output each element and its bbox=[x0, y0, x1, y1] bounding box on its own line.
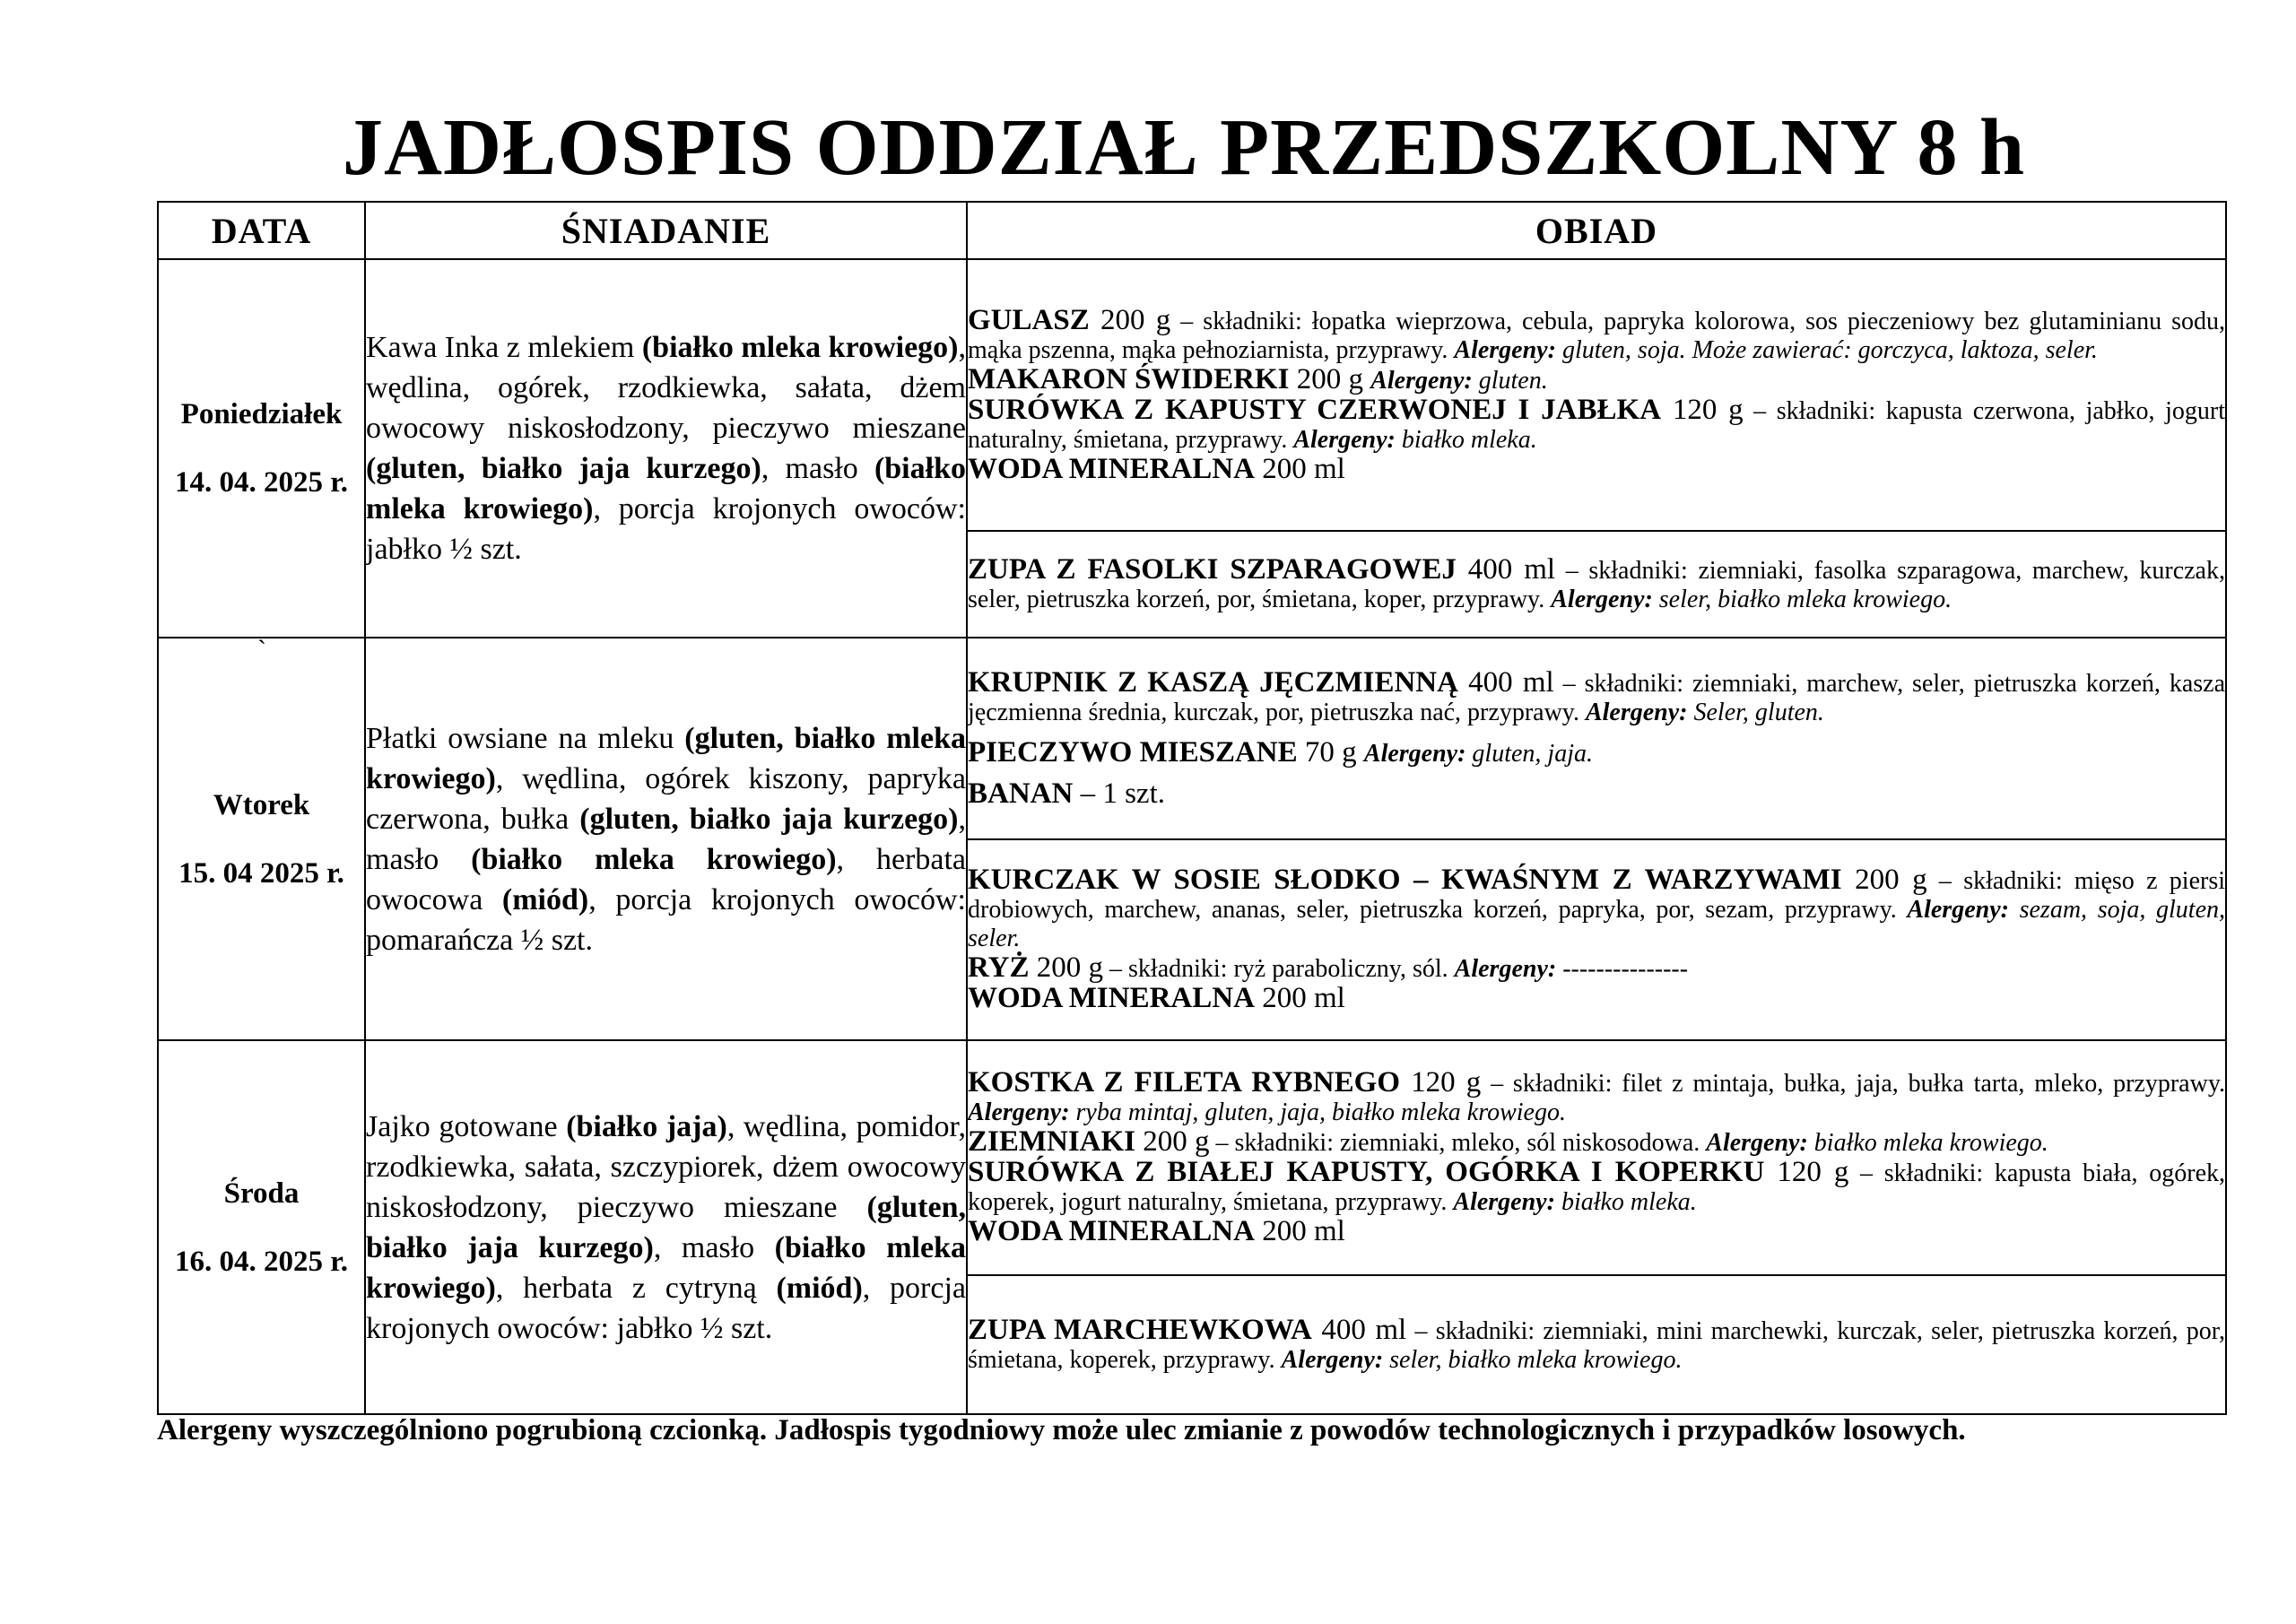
dish-ingredients: – składniki: ziemniaki, marchew, seler, pietruszka korzeń, kasza jęczmienna średnia, kurczak, por, pietruszka nać, przyprawy. bbox=[968, 669, 2225, 726]
date-cell bbox=[158, 638, 365, 1040]
dish-name: KURCZAK W SOSIE SŁODKO – KWAŚNYM Z WARZYWAMI bbox=[968, 864, 1842, 896]
allergen-label: Alergeny: bbox=[1454, 335, 1556, 364]
day-name: Poniedziałek bbox=[180, 398, 343, 430]
lunch-main-cell bbox=[967, 1040, 2226, 1275]
allergen-label: Alergeny: bbox=[1370, 366, 1473, 395]
dish-ingredients: – składniki: filet z mintaja, bułka, jaja, bułka tarta, mleko, przyprawy. bbox=[1481, 1070, 2226, 1098]
breakfast-text: , porcja krojonych owoców: jabłko ½ szt. bbox=[366, 492, 966, 566]
dish-item bbox=[968, 1217, 2225, 1247]
breakfast-text: , masło bbox=[366, 802, 966, 876]
day-row-tuesday bbox=[158, 638, 2226, 839]
dish-quantity: 200 ml bbox=[1254, 452, 1345, 485]
breakfast-cell bbox=[365, 259, 967, 638]
breakfast-text: , wędlina, ogórek, rzodkiewka, sałata, dżem owocowy niskosłodzony, pieczywo mieszane bbox=[366, 331, 966, 445]
date-cell bbox=[158, 1040, 365, 1414]
dish-quantity: 200 g bbox=[1841, 864, 1927, 896]
lunch-main-cell bbox=[967, 839, 2226, 1040]
date-cell bbox=[158, 259, 365, 638]
dish-name: SURÓWKA Z KAPUSTY CZERWONEJ I JABŁKA bbox=[968, 393, 1662, 426]
dish-item bbox=[968, 362, 2225, 395]
dish-ingredients: – składniki: ziemniaki, mini marchewki, kurczak, seler, pietruszka korzeń, por, śmietana, koperek, przyprawy. bbox=[968, 1316, 2225, 1374]
dish-quantity: 120 g bbox=[1661, 393, 1744, 426]
breakfast-text: Kawa Inka z mlekiem bbox=[366, 331, 642, 364]
allergen-text: (gluten, białko jaja kurzego) bbox=[366, 452, 761, 485]
lunch-soup-cell bbox=[967, 638, 2226, 839]
allergen-list: białko mleka. bbox=[1554, 1188, 1697, 1216]
header-row bbox=[158, 202, 2226, 259]
allergen-text: (gluten, białko mleka krowiego) bbox=[366, 721, 967, 795]
dish-item bbox=[968, 303, 2225, 365]
breakfast-text: , porcja krojonych owoców: jabłko ½ szt. bbox=[366, 1271, 966, 1345]
breakfast-cell bbox=[365, 638, 967, 1040]
dish-quantity: 400 ml bbox=[1311, 1313, 1407, 1346]
breakfast-text: Płatki owsiane na mleku bbox=[366, 721, 685, 755]
dish-quantity: 70 g bbox=[1297, 735, 1364, 769]
dish-item bbox=[968, 953, 2225, 984]
day-date: 14. 04. 2025 r. bbox=[174, 466, 349, 499]
dish-item bbox=[968, 665, 2225, 727]
lunch-soup-cell bbox=[967, 1275, 2226, 1414]
header-breakfast: ŚNIADANIE bbox=[365, 202, 967, 259]
header-date: DATA bbox=[158, 202, 365, 259]
dish-name: WODA MINERALNA bbox=[968, 452, 1255, 485]
allergen-text: (gluten, białko jaja kurzego) bbox=[366, 1190, 966, 1264]
day-date: 16. 04. 2025 r. bbox=[174, 1245, 349, 1278]
dish-quantity: 120 g bbox=[1764, 1156, 1849, 1188]
dish-ingredients: – składniki: kapusta biała, ogórek, koperek, jogurt naturalny, śmietana, przyprawy. bbox=[968, 1159, 2226, 1216]
dish-ingredients: – składniki: kapusta czerwona, jabłko, jogurt naturalny, śmietana, przyprawy. bbox=[968, 396, 2225, 454]
lunch-soup-cell bbox=[967, 531, 2226, 638]
dish-item bbox=[968, 779, 2225, 810]
allergen-list: gluten, soja. Może zawierać: gorczyca, laktoza, seler. bbox=[1555, 335, 2098, 364]
dish-name: SURÓWKA Z BIAŁEJ KAPUSTY, OGÓRKA I KOPERKU bbox=[968, 1156, 1765, 1188]
breakfast-text: , porcja krojonych owoców: pomarańcza ½ szt. bbox=[366, 882, 966, 957]
allergen-list: ryba mintaj, gluten, jaja, białko mleka krowiego. bbox=[1069, 1099, 1566, 1126]
day-name: Wtorek bbox=[213, 788, 310, 821]
dish-item bbox=[968, 395, 2225, 455]
dish-item bbox=[968, 984, 2225, 1014]
stray-mark: ` bbox=[257, 635, 266, 664]
allergen-text: (gluten, białko jaja kurzego) bbox=[579, 802, 959, 836]
dish-ingredients: – składniki: ryż paraboliczny, sól. bbox=[1103, 955, 1455, 983]
breakfast-text: , wędlina, ogórek kiszony, papryka czerwona, bułka bbox=[366, 761, 966, 836]
dish-quantity: – 1 szt. bbox=[1073, 777, 1166, 810]
dish-name: PIECZYWO MIESZANE bbox=[968, 735, 1298, 769]
dish-item bbox=[968, 452, 2225, 485]
day-row-monday bbox=[158, 259, 2226, 531]
dish-item bbox=[968, 552, 2225, 614]
allergen-label: Alergeny: bbox=[1453, 1188, 1555, 1216]
allergen-list: białko mleka. bbox=[1395, 425, 1537, 454]
dish-name: KRUPNIK Z KASZĄ JĘCZMIENNĄ bbox=[968, 665, 1458, 699]
allergen-list: białko mleka krowiego. bbox=[1807, 1129, 2048, 1157]
header-lunch: OBIAD bbox=[967, 202, 2226, 259]
dish-quantity: 400 ml bbox=[1456, 552, 1556, 586]
dish-quantity: 120 g bbox=[1400, 1066, 1482, 1099]
dish-item bbox=[968, 1313, 2225, 1375]
dish-name: ZUPA Z FASOLKI SZPARAGOWEJ bbox=[968, 552, 1457, 586]
dish-item bbox=[968, 1127, 2225, 1158]
allergen-label: Alergeny: bbox=[968, 1099, 1070, 1126]
allergen-label: Alergeny: bbox=[1551, 585, 1653, 613]
allergen-text: (białko mleka krowiego) bbox=[366, 452, 966, 525]
allergen-list: seler, białko mleka krowiego. bbox=[1652, 585, 1952, 613]
allergen-label: Alergeny: bbox=[1281, 1345, 1384, 1374]
dish-quantity: 200 ml bbox=[1254, 982, 1345, 1014]
dish-quantity: 200 g bbox=[1289, 362, 1371, 395]
dish-item bbox=[968, 735, 2225, 769]
allergen-label: Alergeny: bbox=[1363, 739, 1466, 768]
dish-name: ZIEMNIAKI bbox=[968, 1125, 1136, 1158]
lunch-main-cell bbox=[967, 259, 2226, 531]
dish-ingredients: – składniki: łopatka wieprzowa, cebula, papryka kolorowa, sos pieczeniowy bez glutaminianu sodu, mąka pszenna, mąka pełnoziarnista, przyprawy. bbox=[968, 307, 2225, 364]
breakfast-text: , masło bbox=[761, 452, 874, 485]
allergen-text: (miód) bbox=[776, 1271, 863, 1305]
day-row-wednesday bbox=[158, 1040, 2226, 1275]
page-title: JADŁOSPIS ODDZIAŁ PRZEDSZKOLNY 8 h bbox=[342, 103, 2026, 192]
allergen-text: (białko jaja) bbox=[566, 1109, 727, 1143]
day-date: 15. 04 2025 r. bbox=[178, 856, 344, 890]
allergen-label: Alergeny: bbox=[1706, 1129, 1808, 1157]
allergen-label: Alergeny: bbox=[1907, 896, 2009, 924]
allergen-text: (miód) bbox=[501, 882, 589, 916]
allergen-list: --------------- bbox=[1556, 955, 1689, 983]
dish-item bbox=[968, 865, 2225, 953]
dish-item bbox=[968, 1158, 2225, 1217]
allergen-text: (białko mleka krowiego) bbox=[641, 331, 959, 364]
dish-quantity: 200 g bbox=[1029, 951, 1104, 984]
breakfast-text: , herbata z cytryną bbox=[495, 1271, 777, 1305]
dish-quantity: 200 g bbox=[1135, 1125, 1210, 1158]
breakfast-text: Jajko gotowane bbox=[366, 1109, 567, 1143]
allergen-list: sezam, soja, gluten, seler. bbox=[968, 896, 2225, 952]
dish-name: WODA MINERALNA bbox=[968, 1215, 1255, 1247]
breakfast-cell bbox=[365, 1040, 967, 1414]
dish-ingredients: – składniki: ziemniaki, mleko, sól niskosodowa. bbox=[1209, 1129, 1707, 1157]
dish-quantity: 200 g bbox=[1089, 303, 1171, 336]
allergen-text: (białko mleka krowiego) bbox=[471, 842, 837, 876]
allergen-list: seler, białko mleka krowiego. bbox=[1383, 1345, 1683, 1374]
allergen-label: Alergeny: bbox=[1585, 698, 1688, 726]
dish-name: WODA MINERALNA bbox=[968, 982, 1255, 1014]
dish-item bbox=[968, 1068, 2225, 1127]
allergen-label: Alergeny: bbox=[1454, 955, 1557, 983]
dish-ingredients: – składniki: mięso z piersi drobiowych, marchew, ananas, seler, pietruszka korzeń, papryka, por, sezam, przyprawy. bbox=[968, 867, 2225, 924]
allergen-list: gluten. bbox=[1472, 366, 1548, 395]
allergen-list: Seler, gluten. bbox=[1687, 698, 1824, 726]
allergen-label: Alergeny: bbox=[1293, 425, 1396, 454]
day-name: Środa bbox=[223, 1177, 300, 1210]
dish-quantity: 200 ml bbox=[1254, 1215, 1345, 1247]
dish-ingredients: – składniki: ziemniaki, fasolka szparagowa, marchew, kurczak, seler, pietruszka korzeń, por, śmietana, koper, przyprawy. bbox=[968, 556, 2225, 613]
dish-name: BANAN bbox=[968, 777, 1074, 810]
dish-name: RYŻ bbox=[968, 951, 1030, 984]
footer-note: Alergeny wyszczególniono pogrubioną czcionką. Jadłospis tygodniowy może ulec zmianie z powodów technologicznych i przypadków losowych. bbox=[157, 1414, 1966, 1446]
breakfast-text: , herbata owocowa bbox=[366, 842, 966, 916]
breakfast-text: , wędlina, pomidor, rzodkiewka, sałata, szczypiorek, dżem owocowy niskosłodzony, pieczywo mieszane bbox=[366, 1109, 967, 1224]
allergen-list: gluten, jaja. bbox=[1465, 739, 1593, 768]
dish-name: MAKARON ŚWIDERKI bbox=[968, 362, 1290, 395]
breakfast-text: , masło bbox=[653, 1230, 775, 1264]
dish-name: ZUPA MARCHEWKOWA bbox=[968, 1313, 1312, 1346]
dish-name: GULASZ bbox=[968, 303, 1090, 336]
dish-name: KOSTKA Z FILETA RYBNEGO bbox=[968, 1066, 1400, 1099]
allergen-text: (białko mleka krowiego) bbox=[366, 1230, 966, 1305]
menu-table bbox=[157, 201, 2227, 1415]
dish-quantity: 400 ml bbox=[1457, 665, 1554, 699]
